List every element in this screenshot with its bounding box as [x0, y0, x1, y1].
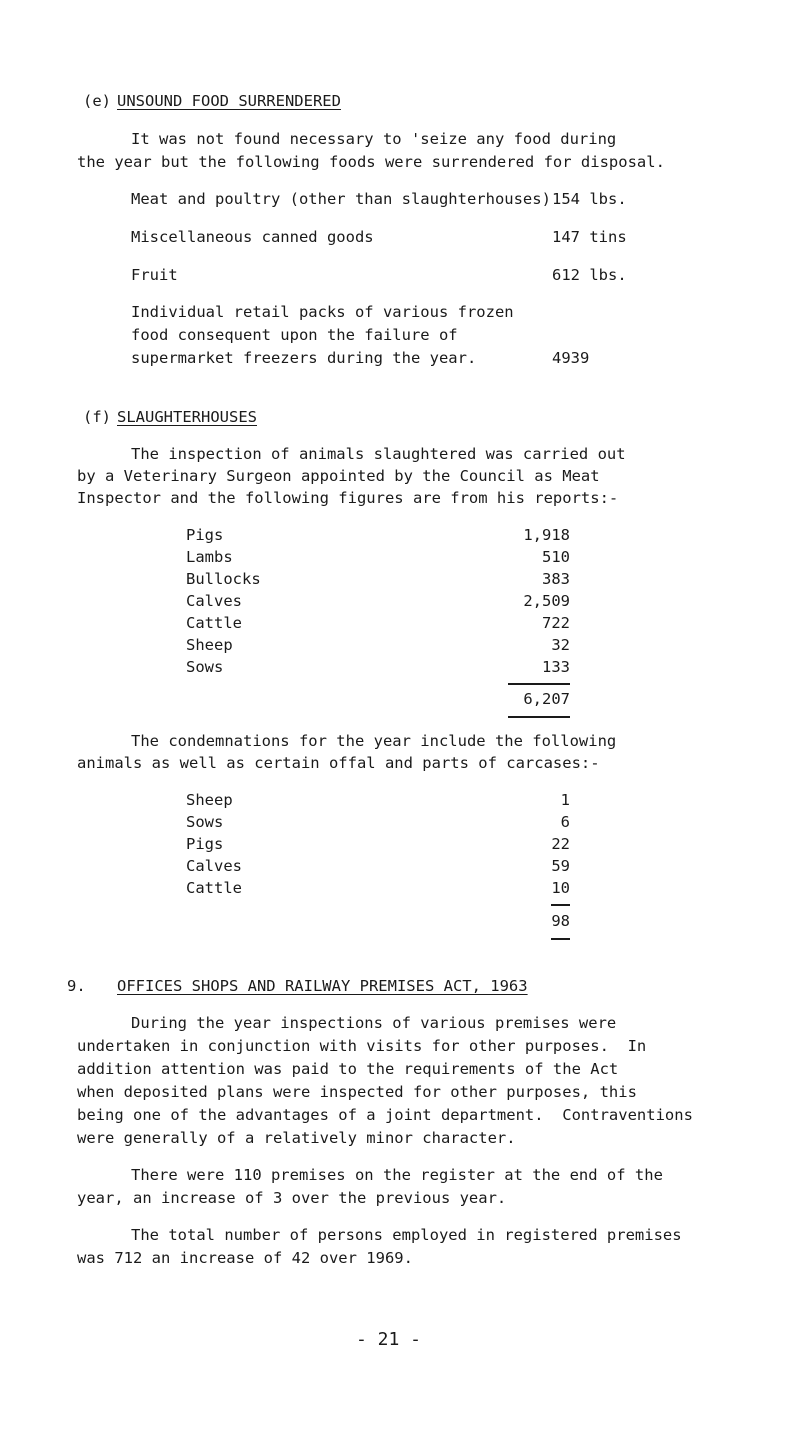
section-9-p2-line2: year, an increase of 3 over the previous year. [77, 1189, 507, 1207]
item-desc: Meat and poultry (other than slaughterhouses) [131, 190, 551, 208]
slaughtered-count: 722 [542, 614, 570, 632]
slaughtered-count: 383 [542, 570, 570, 588]
section-e-label: (e) [83, 92, 111, 110]
slaughtered-count: 510 [542, 548, 570, 566]
item-desc: Fruit [131, 266, 178, 284]
slaughtered-animal: Cattle [186, 614, 242, 632]
slaughtered-count: 1,918 [523, 526, 570, 544]
total-rule-top [508, 683, 570, 685]
total-rule-bottom [508, 716, 570, 718]
frozen-line2: food consequent upon the failure of [131, 326, 458, 344]
condemned-count: 1 [560, 791, 570, 809]
item-qty: 154 lbs. [552, 190, 627, 208]
condemned-count: 22 [551, 835, 570, 853]
item-qty: 147 tins [552, 228, 627, 246]
condemned-total-rule-top [551, 904, 570, 906]
slaughtered-count: 133 [542, 658, 570, 676]
item-desc: Miscellaneous canned goods [131, 228, 374, 246]
slaughtered-count: 32 [551, 636, 570, 654]
section-9-p1-line6: were generally of a relatively minor character. [77, 1129, 516, 1147]
section-f-heading: SLAUGHTERHOUSES [117, 408, 257, 426]
condemned-animal: Cattle [186, 879, 242, 897]
section-9-p1-line3: addition attention was paid to the requirements of the Act [77, 1060, 619, 1078]
section-9-p1-line5: being one of the advantages of a joint department. Contraventions [77, 1106, 693, 1124]
condemnations-line1: The condemnations for the year include the following [131, 732, 617, 750]
condemned-count: 10 [551, 879, 570, 897]
section-9-p3-line1: The total number of persons employed in registered premises [131, 1226, 682, 1244]
section-f-para-line1: The inspection of animals slaughtered was carried out [131, 445, 626, 463]
slaughtered-animal: Calves [186, 592, 242, 610]
section-9-p3-line2: was 712 an increase of 42 over 1969. [77, 1249, 413, 1267]
slaughtered-total: 6,207 [523, 690, 570, 708]
item-qty: 612 lbs. [552, 266, 627, 284]
section-9-p1-line1: During the year inspections of various premises were [131, 1014, 617, 1032]
section-e-intro-line2: the year but the following foods were surrendered for disposal. [77, 153, 665, 171]
section-e-intro-line1: It was not found necessary to 'seize any food during [131, 130, 617, 148]
frozen-line3: supermarket freezers during the year. [131, 349, 477, 367]
page-number: - 21 - [356, 1329, 422, 1350]
slaughtered-animal: Sheep [186, 636, 233, 654]
condemned-total-rule-bottom [551, 938, 570, 940]
slaughtered-count: 2,509 [523, 592, 570, 610]
section-9-heading: OFFICES SHOPS AND RAILWAY PREMISES ACT, 1963 [117, 977, 528, 995]
frozen-qty: 4939 [552, 349, 590, 367]
condemned-animal: Sows [186, 813, 224, 831]
section-f-label: (f) [83, 408, 111, 426]
condemnations-line2: animals as well as certain offal and parts of carcases:- [77, 754, 600, 772]
condemned-animal: Pigs [186, 835, 224, 853]
section-9-label: 9. [67, 977, 86, 995]
section-f-para-line2: by a Veterinary Surgeon appointed by the Council as Meat [77, 467, 600, 485]
condemned-total: 98 [551, 912, 570, 930]
section-e-heading: UNSOUND FOOD SURRENDERED [117, 92, 341, 110]
condemned-animal: Calves [186, 857, 242, 875]
condemned-count: 59 [551, 857, 570, 875]
section-f-para-line3: Inspector and the following figures are from his reports:- [77, 489, 619, 507]
slaughtered-animal: Bullocks [186, 570, 261, 588]
slaughtered-animal: Pigs [186, 526, 224, 544]
slaughtered-animal: Lambs [186, 548, 233, 566]
section-9-p1-line2: undertaken in conjunction with visits for other purposes. In [77, 1037, 647, 1055]
condemned-animal: Sheep [186, 791, 233, 809]
section-9-p2-line1: There were 110 premises on the register at the end of the [131, 1166, 663, 1184]
condemned-count: 6 [560, 813, 570, 831]
frozen-line1: Individual retail packs of various frozen [131, 303, 514, 321]
section-9-p1-line4: when deposited plans were inspected for other purposes, this [77, 1083, 637, 1101]
slaughtered-animal: Sows [186, 658, 224, 676]
